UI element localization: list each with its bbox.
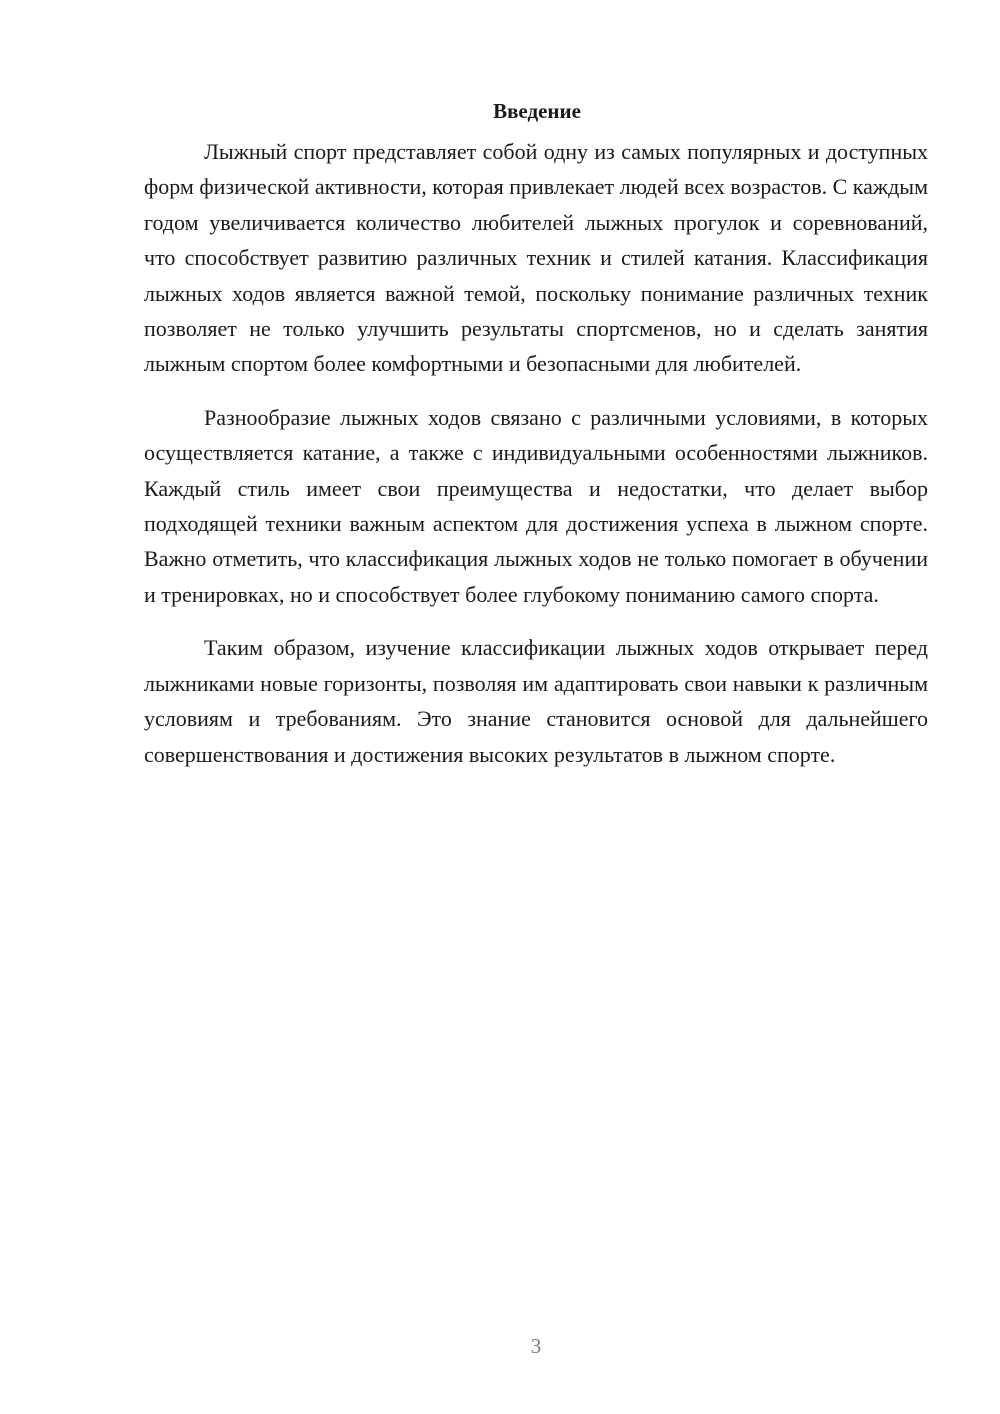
paragraph-1: Лыжный спорт представляет собой одну из самых популярных и доступных форм физической активности, которая привлекает людей всех возрастов. С каждым годом увеличивается количество любителей лыжных прогулок и соревнований, что способствует развитию различных техник и стилей катания. Классификация лыжных ходов является важной темой, поскольку понимание различных техник позволяет не только улучшить результаты спортсменов, но и сделать занятия лыжным спортом более комфортными и безопасными для любителей. <box>144 139 928 377</box>
page-number: 3 <box>530 1334 542 1358</box>
paragraph-2: Разнообразие лыжных ходов связано с различными условиями, в которых осуществляется катание, а также с индивидуальными особенностями лыжников. Каждый стиль имеет свои преимущества и недостатки, что делает выбор подходящей техники важным аспектом для достижения успеха в лыжном спорте. Важно отметить, что классификация лыжных ходов не только помогает в обучении и тренировках, но и способствует более глубокому пониманию самого спорта. <box>144 404 928 607</box>
paragraph-3: Таким образом, изучение классификации лыжных ходов открывает перед лыжниками новые горизонты, позволяя им адаптировать свои навыки к различным условиям и требованиям. Это знание становится основой для дальнейшего совершенствования и достижения высоких результатов в лыжном спорте. <box>144 635 928 767</box>
page-content <box>144 96 928 772</box>
section-heading: Введение <box>493 99 581 123</box>
